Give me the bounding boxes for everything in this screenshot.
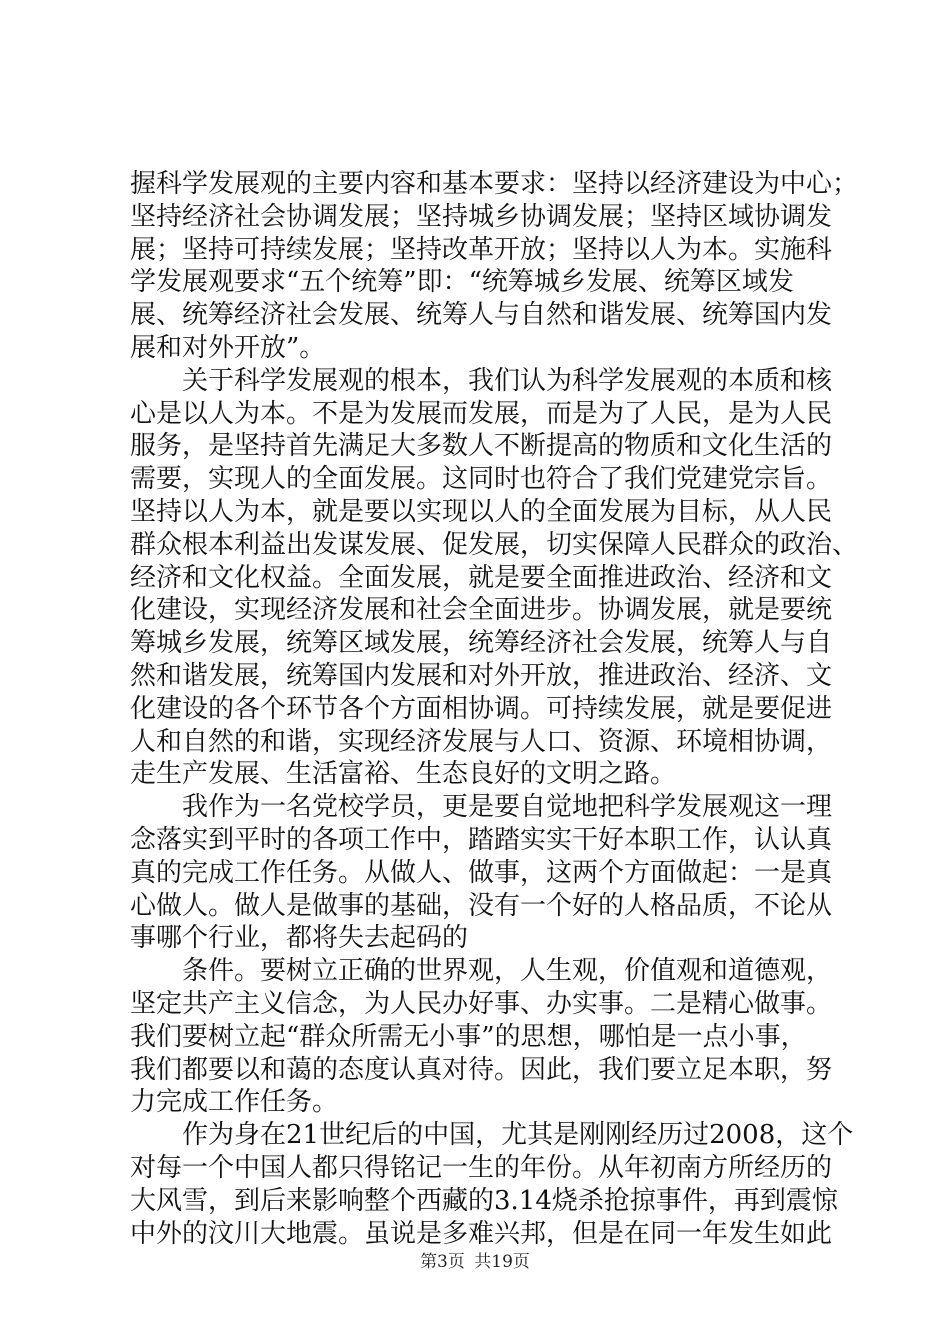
paragraph-2	[130, 365, 859, 791]
text-line: 筹城乡发展，统筹区域发展，统筹经济社会发展，统筹人与自	[130, 628, 833, 659]
text-line: 服务，是坚持首先满足大多数人不断提高的物质和文化生活的	[130, 431, 833, 462]
text-line: 心做人。做人是做事的基础，没有一个好的人格品质，不论从	[130, 890, 833, 921]
text-line: 握科学发展观的主要内容和基本要求：坚持以经济建设为中心；	[130, 169, 859, 199]
paragraph-3	[130, 791, 833, 955]
text-line: 经济和文化权益。全面发展，就是要全面推进政治、经济和文	[130, 562, 833, 593]
text-line: 条件。要树立正确的世界观，人生观，价值观和道德观，	[182, 956, 833, 987]
text-line: 关于科学发展观的根本，我们认为科学发展观的本质和核	[182, 365, 833, 396]
page-number: 第3页	[420, 1252, 465, 1272]
text-line: 群众根本利益出发谋发展、促发展，切实保障人民群众的政治、	[130, 529, 859, 560]
text-line: 学发展观要求“五个统筹”即：“统筹城乡发展、统筹区域发	[130, 267, 794, 298]
paragraph-5	[130, 1119, 854, 1250]
paragraph-1	[130, 168, 859, 365]
text-line: 中外的汶川大地震。虽说是多难兴邦，但是在同一年发生如此	[130, 1218, 833, 1249]
text-line: 作为身在21世纪后的中国，尤其是刚刚经历过2008，这个	[182, 1120, 854, 1151]
text-line: 化建设，实现经济发展和社会全面进步。协调发展，就是要统	[130, 595, 833, 626]
text-line: 需要，实现人的全面发展。这同时也符合了我们党建党宗旨。	[130, 464, 833, 495]
page-footer	[0, 1247, 950, 1272]
text-line: 展、统筹经济社会发展、统筹人与自然和谐发展、统筹国内发	[130, 300, 833, 331]
text-line: 然和谐发展，统筹国内发展和对外开放，推进政治、经济、文	[130, 660, 833, 691]
text-line: 化建设的各个环节各个方面相协调。可持续发展，就是要促进	[130, 693, 833, 724]
text-line: 我们要树立起“群众所需无小事”的思想，哪怕是一点小事，	[130, 1021, 807, 1052]
text-line: 走生产发展、生活富裕、生态良好的文明之路。	[130, 759, 677, 790]
text-line: 坚定共产主义信念，为人民办好事、办实事。二是精心做事。	[130, 988, 833, 1019]
text-line: 坚持以人为本，就是要以实现以人的全面发展为目标，从人民	[130, 496, 833, 527]
text-line: 展；坚持可持续发展；坚持改革开放；坚持以人为本。实施科	[130, 234, 833, 265]
page-total: 共19页	[474, 1252, 530, 1272]
paragraph-4	[130, 955, 833, 1119]
text-line: 大风雪，到后来影响整个西藏的3.14烧杀抢掠事件，再到震惊	[130, 1185, 838, 1216]
text-line: 我作为一名党校学员，更是要自觉地把科学发展观这一理	[182, 792, 833, 823]
text-line: 真的完成工作任务。从做人、做事，这两个方面做起：一是真	[130, 857, 833, 888]
text-line: 我们都要以和蔼的态度认真对待。因此，我们要立足本职，努	[130, 1054, 833, 1085]
text-line: 力完成工作任务。	[130, 1087, 339, 1118]
text-line: 展和对外开放”。	[130, 332, 326, 363]
text-line: 心是以人为本。不是为发展而发展，而是为了人民，是为人民	[130, 398, 833, 429]
text-line: 念落实到平时的各项工作中，踏踏实实干好本职工作，认认真	[130, 824, 833, 855]
text-line: 人和自然的和谐，实现经济发展与人口、资源、环境相协调，	[130, 726, 833, 757]
text-line: 对每一个中国人都只得铭记一生的年份。从年初南方所经历的	[130, 1152, 833, 1183]
text-line: 坚持经济社会协调发展；坚持城乡协调发展；坚持区域协调发	[130, 201, 833, 232]
text-line: 事哪个行业，都将失去起码的	[130, 923, 469, 954]
document-body	[130, 168, 859, 1250]
